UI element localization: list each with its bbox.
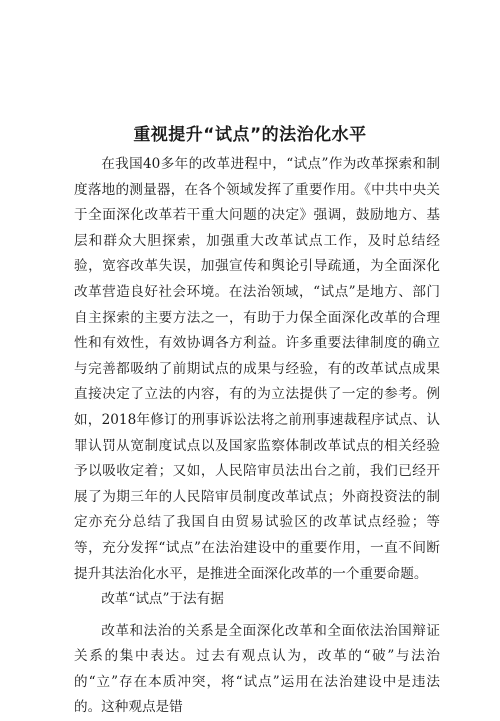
paragraph-intro: 在我国40多年的改革进程中，“试点”作为改革探索和制度落地的测量器，在各个领域发挥了重要作用。《中共中央关于全面深化改革若干重大问题的决定》强调，鼓励地方、基层和群众大胆探索，加强重大改革试点工作，及时总结经验，宽容改革失误，加强宣传和舆论引导疏通，为全面深化改革营造良好社会环境。在法治领域，“试点”是地方、部门自主探索的主要方法之一，有助于力保全面深化改革的合理性和有效性，有效协调各方利益。许多重要法律制度的确立与完善都吸纳了前期试点的成果与经验，有的改革试点成果直接决定了立法的内容，有的为立法提供了一定的参考。例如，2018年修订的刑事诉讼法将之前刑事速裁程序试点、认罪认罚从宽制度试点以及国家监察体制改革试点的相关经验予以吸收定着；又如，人民陪审员法出台之前，我们已经开展了为期三年的人民陪审员制度改革试点；外商投资法的制定亦充分总结了我国自由贸易试验区的改革试点经验；等等，充分发挥“试点”在法治建设中的重要作用，一直不间断提升其法治化水平，是推进全面深化改革的一个重要命题。	[74, 156, 440, 582]
page-title: 重视提升“试点”的法治化水平	[133, 125, 367, 145]
paragraph-relationship: 改革和法治的关系是全面深化改革和全面依法治国辩证关系的集中表达。过去有观点认为，改革的“破”与法治的“立”存在本质冲突，将“试点”运用在法治建设中是违法的。这种观点是错	[74, 622, 440, 716]
article-body	[74, 152, 440, 721]
section-heading: 改革“试点”于法有据	[101, 591, 224, 608]
